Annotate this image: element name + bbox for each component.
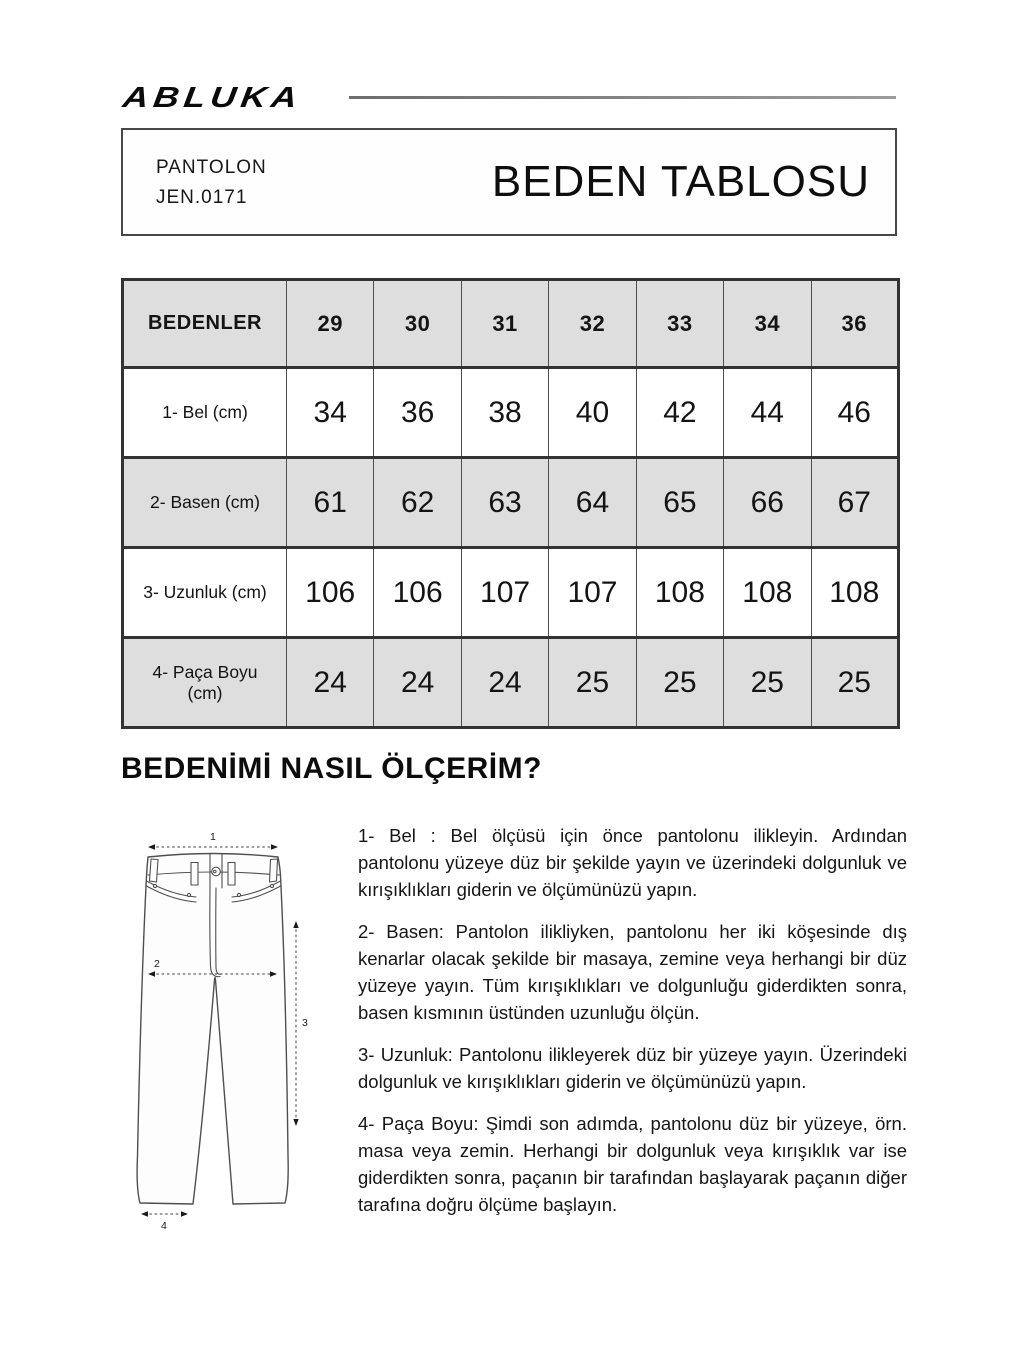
size-value: 64 bbox=[549, 458, 636, 548]
size-table bbox=[121, 278, 900, 729]
size-value: 107 bbox=[461, 548, 548, 638]
instruction-paragraph-basen: 2- Basen: Pantolon ilikliyken, pantolonu her iki köşesinde dış kenarlar olacak şekilde bir masaya, zemine veya herhangi bir düz yüzeye yayın. Tüm kırışıklıkları ve dolgunluğu giderdikten sonra, basen kısmının üstünden uzunluğu ölçün. bbox=[358, 921, 907, 1023]
instruction-paragraph-uzunluk: 3- Uzunluk: Pantolonu ilikleyerek düz bir yüzeye yayın. Üzerindeki dolgunluk ve kırışıklıkları giderin ve ölçümünüzü yapın. bbox=[358, 1044, 907, 1092]
size-value: 65 bbox=[636, 458, 723, 548]
size-value: 67 bbox=[811, 458, 898, 548]
size-table-header-row bbox=[123, 280, 899, 368]
size-value: 24 bbox=[461, 638, 548, 728]
table-row-bel bbox=[123, 368, 899, 458]
size-value: 25 bbox=[636, 638, 723, 728]
instruction-paragraph-paca-boyu: 4- Paça Boyu: Şimdi son adımda, pantolonu düz bir yüzeye, örn. masa veya zemin. Herhangi bir dolgunluk veya kırışıklık var ise giderdikten sonra, paçanın bir tarafından başlayarak paçanın diğer tarafına doğru ölçüme başlayın. bbox=[358, 1113, 907, 1215]
size-value: 63 bbox=[461, 458, 548, 548]
product-info bbox=[156, 153, 267, 213]
pants-measurement-diagram bbox=[120, 826, 335, 1236]
measure-label-2: 2 bbox=[154, 958, 160, 970]
size-value: 107 bbox=[549, 548, 636, 638]
size-value: 40 bbox=[549, 368, 636, 458]
size-value: 108 bbox=[724, 548, 811, 638]
header-cell-size-34: 34 bbox=[724, 280, 811, 368]
size-value: 106 bbox=[374, 548, 461, 638]
brand-logo: ABLUKA bbox=[120, 82, 304, 114]
size-value: 38 bbox=[461, 368, 548, 458]
header-cell-size-32: 32 bbox=[549, 280, 636, 368]
header-cell-bedenler: BEDENLER bbox=[123, 280, 287, 368]
size-value: 42 bbox=[636, 368, 723, 458]
title-box bbox=[121, 128, 897, 236]
row-label: 4- Paça Boyu (cm) bbox=[123, 638, 287, 728]
page-title: BEDEN TABLOSU bbox=[491, 157, 870, 206]
table-row-basen bbox=[123, 458, 899, 548]
size-value: 24 bbox=[374, 638, 461, 728]
size-value: 36 bbox=[374, 368, 461, 458]
header-cell-size-29: 29 bbox=[287, 280, 374, 368]
measure-label-3: 3 bbox=[302, 1017, 308, 1029]
row-label: 2- Basen (cm) bbox=[123, 458, 287, 548]
size-value: 66 bbox=[724, 458, 811, 548]
row-label: 3- Uzunluk (cm) bbox=[123, 548, 287, 638]
instruction-paragraph-bel: 1- Bel : Bel ölçüsü için önce pantolonu ilikleyin. Ardından pantolonu yüzeye düz bir şekilde yayın ve üzerindeki dolgunluk ve kırışıklıkları giderin ve ölçümünüzü yapın. bbox=[358, 825, 907, 900]
size-value: 25 bbox=[549, 638, 636, 728]
logo-rule-line bbox=[349, 96, 896, 99]
measure-label-4: 4 bbox=[161, 1220, 167, 1232]
measure-label-1: 1 bbox=[210, 831, 216, 843]
size-value: 61 bbox=[287, 458, 374, 548]
size-value: 106 bbox=[287, 548, 374, 638]
header-cell-size-33: 33 bbox=[636, 280, 723, 368]
header-cell-size-31: 31 bbox=[461, 280, 548, 368]
section-heading: BEDENİMİ NASIL ÖLÇERİM? bbox=[121, 752, 542, 785]
row-label: 1- Bel (cm) bbox=[123, 368, 287, 458]
table-row-paca-boyu bbox=[123, 638, 899, 728]
size-value: 44 bbox=[724, 368, 811, 458]
pants-drawing bbox=[137, 854, 288, 1205]
size-value: 62 bbox=[374, 458, 461, 548]
size-value: 108 bbox=[636, 548, 723, 638]
product-code: JEN.0171 bbox=[156, 187, 248, 208]
product-type: PANTOLON bbox=[156, 157, 267, 178]
size-value: 25 bbox=[811, 638, 898, 728]
size-value: 108 bbox=[811, 548, 898, 638]
size-value: 46 bbox=[811, 368, 898, 458]
pants-outline bbox=[137, 854, 288, 1205]
header-cell-size-30: 30 bbox=[374, 280, 461, 368]
measurement-instructions bbox=[358, 822, 907, 1218]
table-row-uzunluk bbox=[123, 548, 899, 638]
size-value: 25 bbox=[724, 638, 811, 728]
size-value: 24 bbox=[287, 638, 374, 728]
size-value: 34 bbox=[287, 368, 374, 458]
header-cell-size-36: 36 bbox=[811, 280, 898, 368]
